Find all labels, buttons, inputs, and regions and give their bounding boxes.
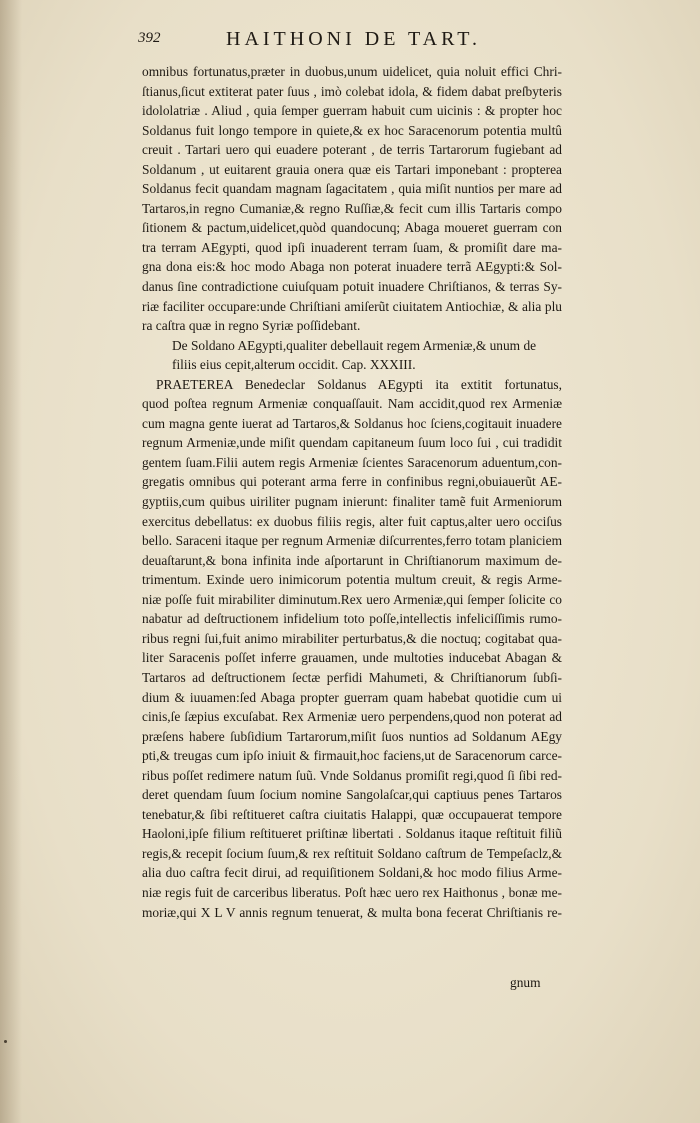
text-line: ribus regni ſui,fuit animo mirabiliter perturbatus,& die noctuq; cogitabat qua- — [142, 630, 562, 646]
text-line: gna dona eis:& hoc modo Abaga non poterat inuadere terrã AEgypti:& Sol- — [142, 259, 562, 275]
catchword: gnum — [510, 975, 541, 990]
text-line: ra caſtra quæ in regno Syriæ poſſidebant. — [142, 318, 361, 334]
text-line: liter Saracenis poſſet inferre grauamen, unde multoties inducebat Abagan & — [142, 650, 562, 666]
page-number: 392 — [138, 30, 161, 46]
text-line: trimentum. Exinde uero inimicorum potentia multum creuit, & regis Arme- — [142, 572, 562, 588]
text-line: Tartaros,in regno Cumaniæ,& regno Ruſſiæ,& fecit cum illis Tartaris compo — [142, 200, 562, 216]
text-line: deuaſtarunt,& bona infinita inde aſportarunt in Chriſtianorum maximum de- — [142, 552, 562, 568]
text-line: omnibus fortunatus,præter in duobus,unum uidelicet, quia noluit effici Chri- — [142, 64, 562, 79]
text-line: pti,& treugas cum ipſo iniuit & firmauit,hoc faciens,ut de Saracenorum carce- — [142, 748, 562, 764]
text-line: idololatriæ . Aliud , quia ſemper guerram habuit cum uicinis : & propter hoc — [142, 103, 562, 119]
text-line: ſitionem & pactum,uidelicet,quòd quandocunq; Abaga moueret guerram con — [142, 220, 562, 236]
text-line: PRAETEREA Benedeclar Soldanus AEgypti ita extitit fortunatus, — [156, 376, 562, 392]
text-line: Soldanus fuit longo tempore in quiete,& ex hoc Saracenorum potentia multû — [142, 122, 562, 138]
running-title: HAITHONI DE TART. — [226, 28, 481, 50]
chapter-heading: De Soldano AEgypti,qualiter debellauit regem Armeniæ,& unum de — [172, 337, 537, 353]
text-line: niæ poſſe fuit mirabiliter diminutum.Rex uero Armeniæ,qui ſemper ſolicite co — [142, 591, 562, 607]
text-line: danus ſine contradictione cuiuſquam potuit inuadere Chriſtianos, & terras Sy- — [142, 279, 562, 295]
text-line: regis,& recepit ſocium ſuum,& rex reſtituit Soldano caſtrum de Tempeſaclz,& — [142, 845, 562, 861]
text-block — [142, 62, 562, 942]
text-line: ſtianus,ſicut extiterat pater ſuus , imò colebat idola, & fidem dabat preſbyteris — [142, 83, 562, 99]
text-line: gyptiis,cum quibus uiriliter pugnam inierunt: finaliter tamẽ fuit Armeniorum — [142, 494, 562, 510]
text-line: deret quendam ſuum ſocium nomine Sangolaſcar,qui captiuus penes Tartaros — [142, 787, 562, 803]
text-line: Soldanum , ut euitarent grauia onera quæ eis Tartari imponebant : propterea — [142, 161, 562, 177]
text-line: exercitus debellatus: ex duobus filiis regis, alter fuit captus,alter uero occiſus — [142, 513, 562, 529]
gutter-shadow — [0, 0, 22, 1123]
text-line — [142, 922, 562, 942]
text-line: cinis,ſe ſæpius excuſabat. Rex Armeniæ uero perpendens,quod non poterat ad — [142, 709, 562, 725]
text-line: tenebatur,& ſibi reſtitueret caſtra ciuitatis Halappi, quæ occupauerat tempore — [142, 806, 562, 822]
ink-speck — [4, 1040, 7, 1043]
text-line: Soldanus fecit quandam magnam ſagacitatem , quia miſit nuntios per mare ad — [142, 181, 562, 197]
text-line: Haoloni,ipſe filium reſtitueret priſtinæ libertati . Soldanus itaque reſtituit filiũ — [142, 826, 562, 842]
text-line: creuit . Tartari uero qui euadere poterant , de terris Tartarorum fugiebant ad — [142, 142, 562, 158]
text-line: moriæ,qui X L V annis regnum tenuerat, & multa bona fecerat Chriſtianis re- — [142, 904, 562, 920]
text-line: præſens habere ſubſidium Tartarorum,miſit ſuos nuntios ad Soldanum AEgy — [142, 728, 562, 744]
text-line: riæ faciliter occupare:unde Chriſtiani amiſerũt ciuitatem Antiochiæ, & alia plu — [142, 298, 562, 314]
text-line: regnum Armeniæ,unde miſit quendam capitaneum ſuum loco ſui , cui tradidit — [142, 435, 562, 451]
text-line: alia duo caſtra fecit dirui, ad requiſitionem Soldani,& hoc modo filius Arme- — [142, 865, 562, 881]
text-line: cum magna gente iuerat ad Tartaros,& Soldanus hoc ſciens,cogitauit inuadere — [142, 415, 562, 431]
text-line: Tartaros ad deſtructionem ſectæ perfidi Mahumeti, & Chriſtianorum ſubſi- — [142, 669, 562, 685]
text-line: dium & iuuamen:ſed Abaga propter guerram quam habebat quotidie cum ui — [142, 689, 562, 705]
text-line: quod poſtea regnum Armeniæ conquaſſauit. Nam accidit,quod rex Armeniæ — [142, 396, 562, 412]
text-line: gentem ſuam.Filii autem regis Armeniæ ſcientes Saracenorum aduentum,con- — [142, 454, 562, 470]
text-line: bello. Saraceni itaque per regnum Armeniæ diſcurrentes,ferro totam planiciem — [142, 533, 562, 549]
text-line: tra terram AEgypti, quod ipſi inuaderent terram ſuam, & promiſit dare ma- — [142, 239, 562, 255]
chapter-heading: filiis eius cepit,alterum occidit. Cap. XXXIII. — [172, 357, 416, 373]
text-line: ribus poſſet redimere natum ſuũ. Vnde Soldanus promiſit regi,quod ſi ſibi red- — [142, 767, 562, 783]
text-line: gregatis omnibus qui poterant arma ferre in confinibus regni,obuiauerũt AE- — [142, 474, 562, 490]
text-line: niæ regis fuit de carceribus liberatus. Poſt hæc uero rex Haithonus , bonæ me- — [142, 884, 562, 900]
text-line: nabatur ad deſtructionem infidelium toto poſſe,intellectis infeliciſſimis rumo- — [142, 611, 562, 627]
